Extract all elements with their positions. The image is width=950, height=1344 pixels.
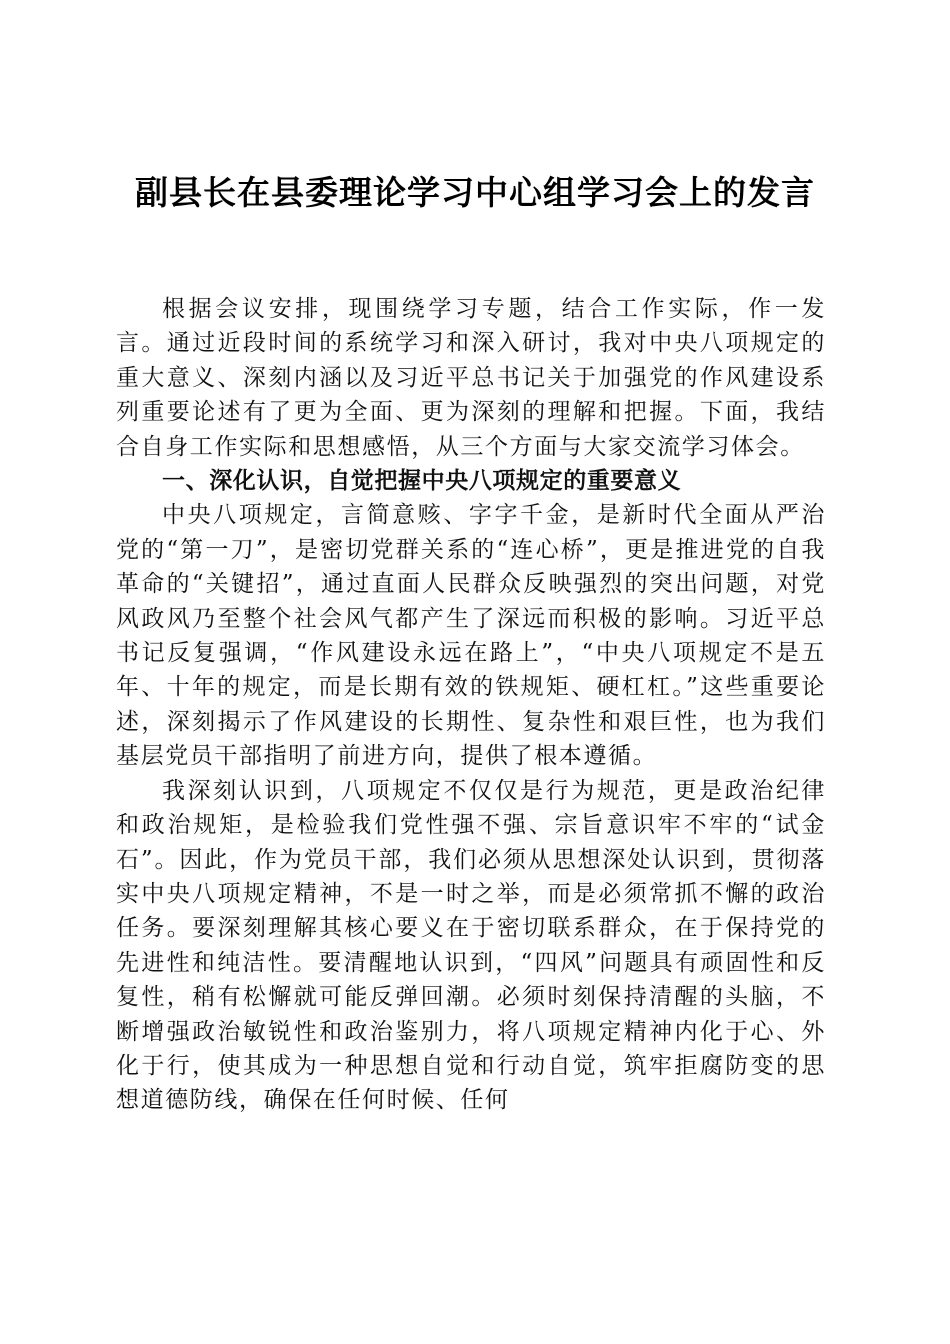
section-heading-1: 一、深化认识，自觉把握中央八项规定的重要意义 <box>162 468 682 495</box>
body-paragraph: 我深刻认识到，八项规定不仅仅是行为规范，更是政治纪律和政治规矩，是检验我们党性强不强、宗旨意识牢不牢的“试金石”。因此，作为党员干部，我们必须从思想深处认识到，贯彻落实中央八项规定精神，不是一时之举，而是必须常抓不懈的政治任务。要深刻理解其核心要义在于密切联系群众，在于保持党的先进性和纯洁性。要清醒地认识到，“四风”问题具有顽固性和反复性，稍有松懈就可能反弹回潮。必须时刻保持清醒的头脑，不断增强政治敏锐性和政治鉴别力，将八项规定精神内化于心、外化于行，使其成为一种思想自觉和行动自觉，筑牢拒腐防变的思想道德防线，确保在任何时候、任何 <box>116 777 826 1114</box>
body-paragraph: 中央八项规定，言简意赅、字字千金，是新时代全面从严治党的“第一刀”，是密切党群关系的“连心桥”，更是推进党的自我革命的“关键招”，通过直面人民群众反映强烈的突出问题，对党风政风乃至整个社会风气都产生了深远而积极的影响。习近平总书记反复强调，“作风建设永远在路上”，“中央八项规定不是五年、十年的规定，而是长期有效的铁规矩、硬杠杠。”这些重要论述，深刻揭示了作风建设的长期性、复杂性和艰巨性，也为我们基层党员干部指明了前进方向，提供了根本遵循。 <box>116 502 826 770</box>
intro-paragraph: 根据会议安排，现围绕学习专题，结合工作实际，作一发言。通过近段时间的系统学习和深入研讨，我对中央八项规定的重大意义、深刻内涵以及习近平总书记关于加强党的作风建设系列重要论述有了更为全面、更为深刻的理解和把握。下面，我结合自身工作实际和思想感悟，从三个方面与大家交流学习体会。 <box>116 296 826 460</box>
document-body <box>116 292 826 1118</box>
document-title: 副县长在县委理论学习中心组学习会上的发言 <box>135 173 815 212</box>
